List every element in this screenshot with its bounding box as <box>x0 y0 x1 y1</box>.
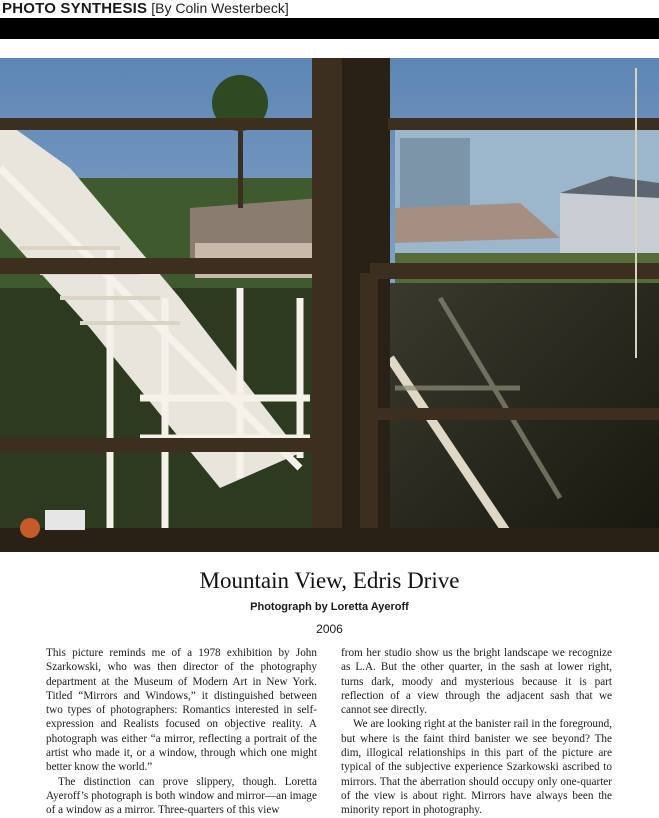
column-header <box>2 0 289 18</box>
right-column <box>341 646 612 817</box>
left-column <box>46 646 317 817</box>
photo-year: 2006 <box>316 622 343 636</box>
byline: [By Colin Westerbeck] <box>151 0 289 16</box>
featured-photograph <box>0 58 659 552</box>
article-title: Mountain View, Edris Drive <box>199 568 460 593</box>
paragraph: This picture reminds me of a 1978 exhibition by John Szarkowski, who was then director of the photography department at the Museum of Modern Art in New York. Titled “Mirrors and Windows,” it distinguished between two types of photographers: Romantics interested in self-expression and Realists focused on objective reality. A photograph was either “a mirror, reflecting a portrait of the artist who made it, or a window, through which one might better know the world.” <box>46 647 317 774</box>
article-body <box>46 646 612 817</box>
photo-credit: Photograph by Loretta Ayeroff <box>250 601 409 613</box>
paragraph: The distinction can prove slippery, though. Loretta Ayeroff’s photograph is both window and mirror—an image of a window as a mirror. Three-quarters of this view <box>46 775 317 817</box>
paragraph: We are looking right at the banister rail in the foreground, but where is the faint third banister we see beyond? The dim, illogical relationships in this part of the picture are typical of the subjective experience Szarkowski ascribed to mirrors. That the aberration should occupy only one-quarter of the view is about right. Mirrors have always been the minority report in photography. <box>341 718 612 817</box>
paragraph: from her studio show us the bright landscape we recognize as L.A. But the other quarter, in the sash at lower right, turns dark, moody and mysterious because it is part reflection of a view through the adjacent sash that we cannot see directly. <box>341 647 612 717</box>
column-name: PHOTO SYNTHESIS <box>2 0 148 17</box>
header-rule-bar <box>0 18 659 39</box>
